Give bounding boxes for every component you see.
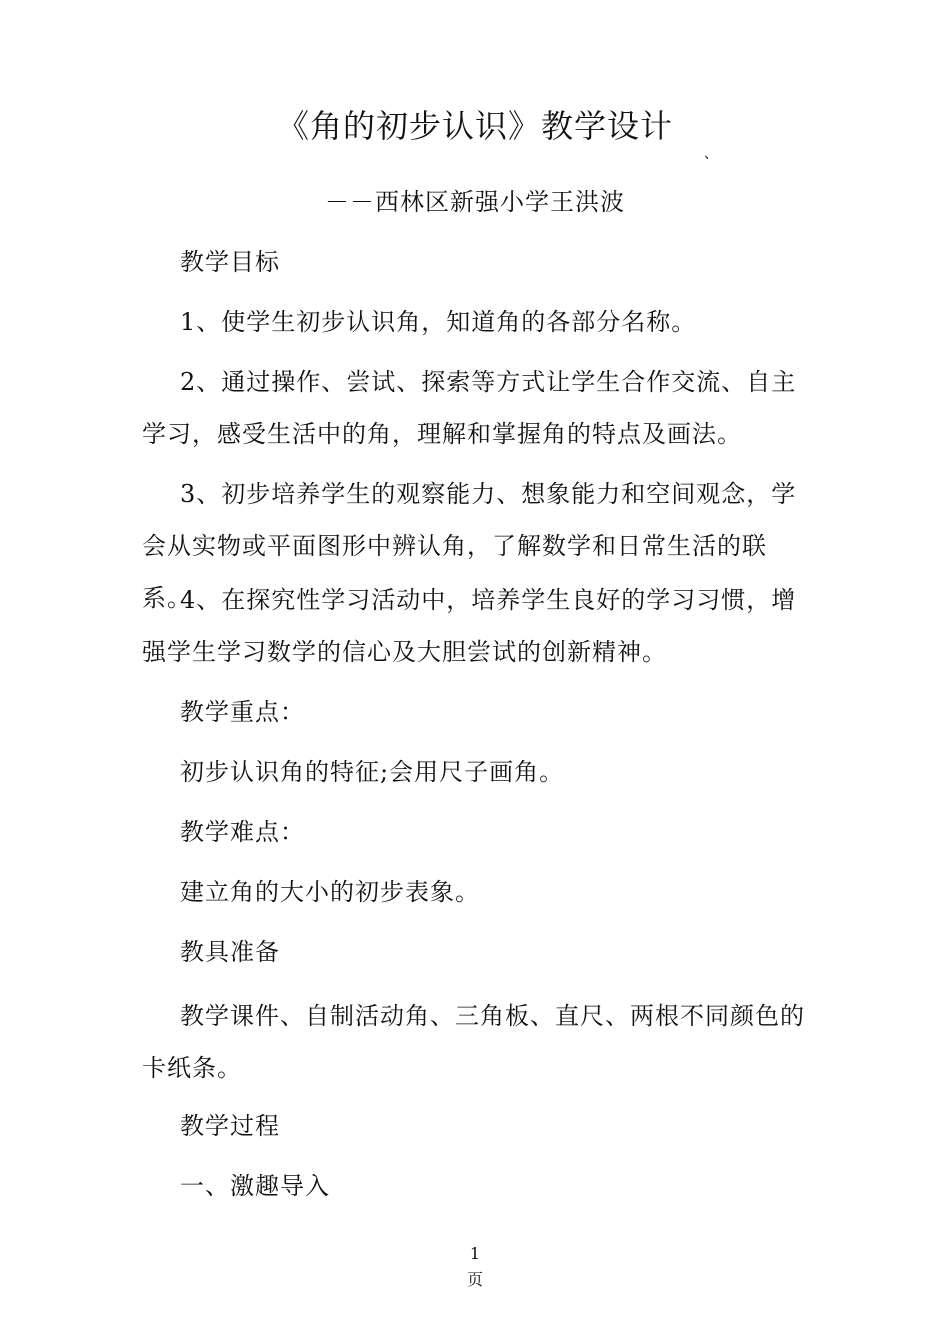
- objective-2: 2、通过操作、尝试、探索等方式让学生合作交流、自主学习，感受生活中的角，理解和掌握角的特点及画法。: [142, 368, 797, 448]
- objectives-heading: 教学目标: [180, 248, 280, 276]
- page-number: 1: [469, 1244, 481, 1263]
- tools-heading: 教具准备: [180, 938, 280, 966]
- author-line: －－西林区新强小学王洪波: [325, 188, 625, 216]
- page-label: 页: [466, 1270, 483, 1289]
- objective-3: 3、初步培养学生的观察能力、想象能力和空间观念，学会从实物或平面图形中辨认角，了解数学和日常生活的联系。: [142, 480, 797, 612]
- key-point-heading: 教学重点：: [180, 698, 305, 726]
- stray-mark: 、: [704, 146, 718, 162]
- section-1-heading: 一、激趣导入: [180, 1172, 330, 1200]
- document-title: 《角的初步认识》教学设计: [276, 107, 673, 145]
- key-point: 初步认识角的特征;会用尺子画角。: [180, 758, 565, 786]
- process-heading: 教学过程: [180, 1112, 280, 1140]
- tools: 教学课件、自制活动角、三角板、直尺、两根不同颜色的卡纸条。: [142, 1002, 805, 1082]
- difficulty: 建立角的大小的初步表象。: [180, 878, 480, 906]
- objective-4: 4、在探究性学习活动中，培养学生良好的学习习惯，增强学生学习数学的信心及大胆尝试的创新精神。: [142, 586, 797, 666]
- difficulty-heading: 教学难点：: [180, 818, 305, 846]
- objective-1: 1、使学生初步认识角，知道角的各部分名称。: [180, 308, 697, 336]
